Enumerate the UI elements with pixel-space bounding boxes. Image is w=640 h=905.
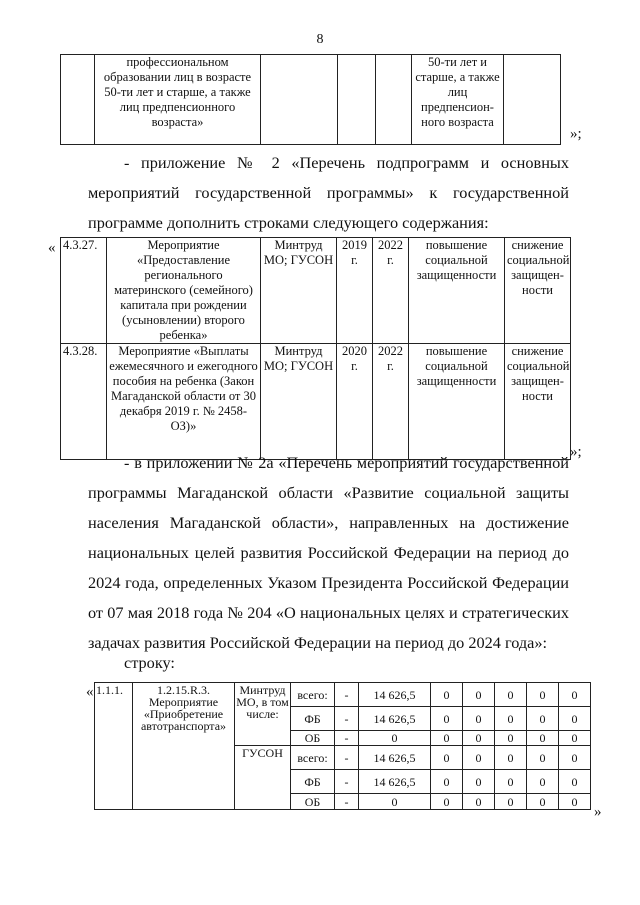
cell-value: 0: [463, 770, 495, 794]
cell-value: 0: [527, 746, 559, 770]
cell-value: 0: [495, 794, 527, 810]
cell-label: всего:: [291, 746, 335, 770]
cell-value: 0: [495, 746, 527, 770]
row-number: 4.3.27.: [61, 238, 107, 344]
table-top-cell-6: 50-ти лет и старше, а также лиц предпенсион-ного возраста: [412, 55, 504, 145]
row-name: Мероприятие «Выплаты ежемесячного и ежегодного пособия на ребенка (Закон Магаданской области от 30 декабря 2019 г. № 2458-ОЗ)»: [107, 344, 261, 460]
cell-value: 0: [527, 731, 559, 746]
paragraph-2: - в приложении № 2а «Перечень мероприятий государственной программы Магаданской области «Развитие социальной защиты населения Магаданской области», направленных на достижение национальных целей развития Российской Федерации на период до 2024 года, определенных Указом Президента Российской Федерации от 07 мая 2018 года № 204 «О национальных целях и стратегических задачах развития Российской Федерации на период до 2024 года»:: [88, 453, 569, 652]
cell-total: 14 626,5: [359, 707, 431, 731]
table-top-cell-4: [338, 55, 376, 145]
table-bottom: [94, 682, 591, 810]
cell-value: 0: [495, 707, 527, 731]
cell-value: 0: [463, 707, 495, 731]
cell-dash: -: [335, 731, 359, 746]
paragraph-1: - приложение № 2 «Перечень подпрограмм и основных мероприятий государственной программы» к государственной программе дополнить строками следующего содержания:: [88, 153, 569, 232]
table-bottom-open-mark: «: [86, 684, 94, 700]
cell-label: всего:: [291, 683, 335, 707]
table-top-cell-5: [376, 55, 412, 145]
table-row: [61, 344, 571, 460]
row-number: 4.3.28.: [61, 344, 107, 460]
cell-value: 0: [463, 683, 495, 707]
page-number: 8: [316, 32, 324, 47]
cell-value: 0: [431, 707, 463, 731]
row-result: повышение социальной защищенности: [409, 344, 505, 460]
cell-label: ФБ: [291, 770, 335, 794]
table-top-close-mark: »;: [570, 126, 582, 142]
row-risk: снижение социальной защищен-ности: [505, 238, 571, 344]
cell-label: ОБ: [291, 794, 335, 810]
table-top: [60, 54, 561, 145]
cell-value: 0: [559, 794, 591, 810]
row-number: 1.1.1.: [95, 683, 133, 810]
row-executor-2: ГУСОН: [235, 746, 291, 810]
cell-value: 0: [495, 683, 527, 707]
cell-dash: -: [335, 707, 359, 731]
cell-value: 0: [431, 731, 463, 746]
table-mid-open-mark: «: [48, 240, 56, 256]
table-top-cell-3: [261, 55, 338, 145]
row-executor: Минтруд МО; ГУСОН: [261, 238, 337, 344]
cell-value: 0: [559, 731, 591, 746]
cell-value: 0: [559, 746, 591, 770]
row-name: Мероприятие «Предоставление регионального материнского (семейного) капитала при рождении (усыновлении) второго ребенка»: [107, 238, 261, 344]
cell-value: 0: [431, 746, 463, 770]
cell-value: 0: [495, 731, 527, 746]
cell-dash: -: [335, 683, 359, 707]
row-name: [133, 683, 235, 810]
table-mid-close-mark: »;: [570, 444, 582, 460]
cell-dash: -: [335, 770, 359, 794]
cell-value: 0: [527, 794, 559, 810]
cell-value: 0: [463, 746, 495, 770]
row-code: 1.2.15.R.3.: [156, 683, 210, 697]
table-bottom-close-mark: »: [594, 804, 602, 820]
table-row: [61, 238, 571, 344]
cell-value: 0: [559, 683, 591, 707]
cell-value: 0: [431, 794, 463, 810]
cell-dash: -: [335, 794, 359, 810]
cell-value: 0: [527, 707, 559, 731]
row-risk: снижение социальной защищен-ности: [505, 344, 571, 460]
cell-total: 14 626,5: [359, 683, 431, 707]
cell-dash: -: [335, 746, 359, 770]
cell-value: 0: [463, 731, 495, 746]
cell-value: 0: [527, 683, 559, 707]
table-mid: [60, 237, 571, 460]
cell-label: ФБ: [291, 707, 335, 731]
paragraph-3: строку:: [124, 653, 175, 672]
cell-total: 14 626,5: [359, 770, 431, 794]
table-top-cell-1: [61, 55, 95, 145]
cell-value: 0: [527, 770, 559, 794]
cell-value: 0: [559, 707, 591, 731]
table-top-cell-2: профессиональном образовании лиц в возрасте 50-ти лет и старше, а также лиц предпенсионного возраста»: [95, 55, 261, 145]
row-end: 2022 г.: [373, 344, 409, 460]
row-start: 2020 г.: [337, 344, 373, 460]
cell-value: 0: [431, 770, 463, 794]
cell-value: 0: [431, 683, 463, 707]
row-executor-1: Минтруд МО, в том числе:: [235, 683, 291, 746]
table-row: [95, 683, 591, 707]
cell-value: 0: [463, 794, 495, 810]
cell-label: ОБ: [291, 731, 335, 746]
row-result: повышение социальной защищенности: [409, 238, 505, 344]
cell-total: 0: [359, 794, 431, 810]
cell-value: 0: [559, 770, 591, 794]
row-start: 2019 г.: [337, 238, 373, 344]
row-end: 2022 г.: [373, 238, 409, 344]
row-title: Мероприятие «Приобретение автотранспорта»: [140, 695, 227, 733]
cell-total: 14 626,5: [359, 746, 431, 770]
cell-total: 0: [359, 731, 431, 746]
row-executor: Минтруд МО; ГУСОН: [261, 344, 337, 460]
cell-value: 0: [495, 770, 527, 794]
table-top-cell-7: [504, 55, 561, 145]
